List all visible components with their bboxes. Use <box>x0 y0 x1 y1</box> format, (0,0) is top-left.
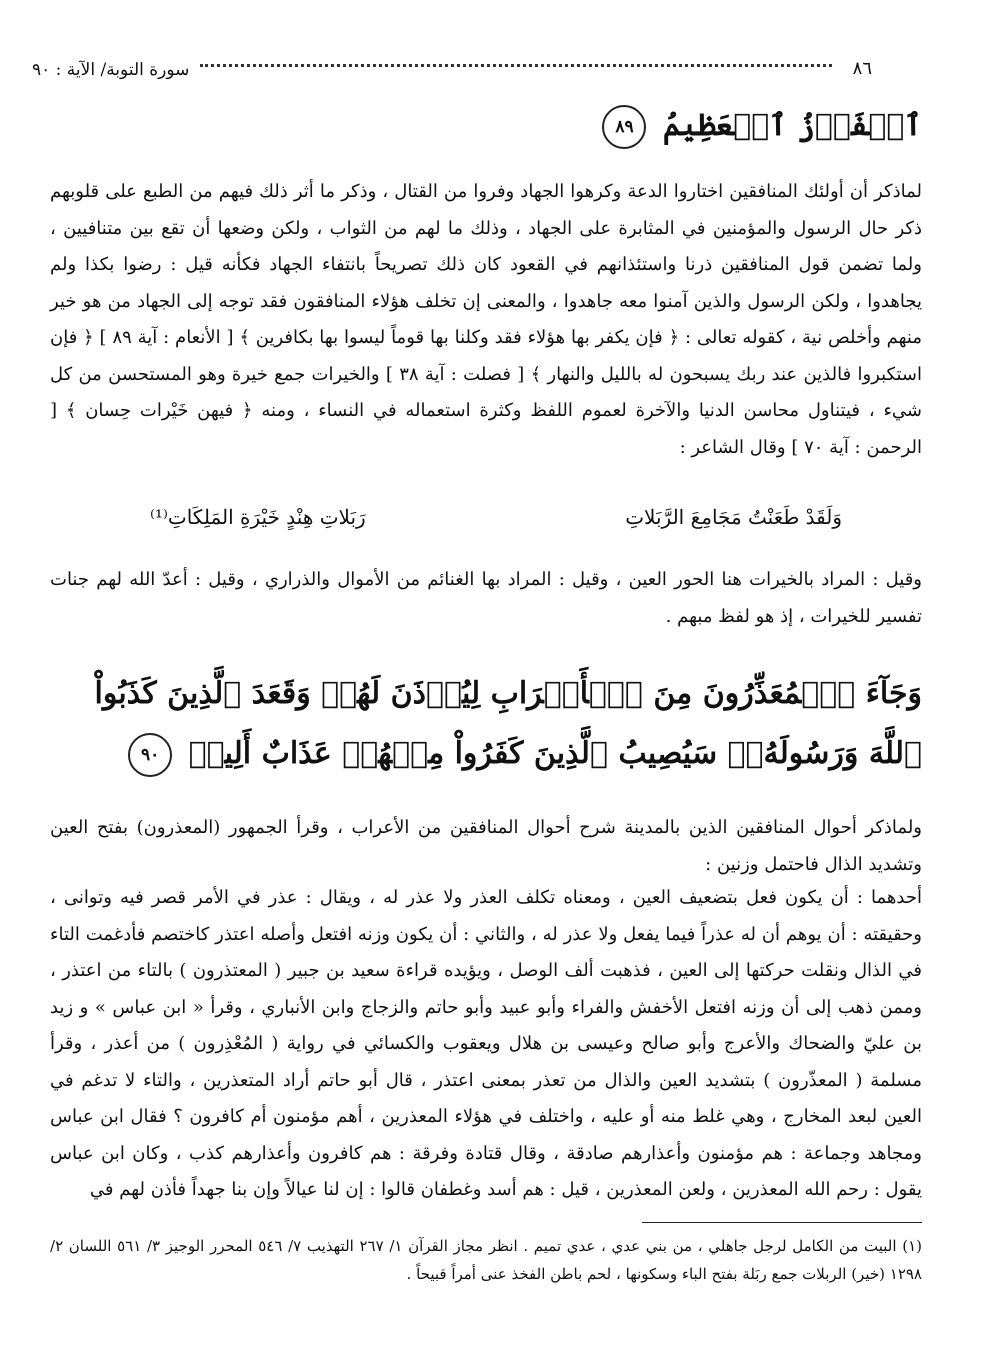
footnote-1: (١) البيت من الكامل لرجل جاهلي ، من بني عدي ، عدي تميم . انظر مجاز القرآن ١/ ٢٦٧ التهذيب ٧/ ٥٤٦ المحرر الوجيز ٣/ ٥٦١ اللسان ٢/ ١٢٩٨ (خير) الربلات جمع ربَلة بفتح الباء وسكونها ، لحم باطن الفخذ عنى أمراً قبيحاً . <box>50 1237 922 1283</box>
verse-89 <box>50 96 922 156</box>
verse-89-text: ٱلۡفَوۡزُ ٱلۡعَظِيمُ <box>662 108 922 143</box>
running-title: سورة التوبة/ الآية : ٩٠ <box>32 60 190 80</box>
verse-90-text: وَجَآءَ ٱلۡمُعَذِّرُونَ مِنَ ٱلۡأَعۡرَابِ لِيُؤۡذَنَ لَهُمۡ وَقَعَدَ ٱلَّذِينَ كَذَبُواْ ٱللَّهَ وَرَسُولَهُۥۚ سَيُصِيبُ ٱلَّذِينَ كَفَرُواْ مِنۡهُمۡ عَذَابٌ أَلِيمٞ <box>94 676 922 771</box>
footnote-divider <box>642 1222 922 1223</box>
commentary-paragraph-1: لماذكر أن أولئك المنافقين اختاروا الدعة وكرهوا الجهاد وفروا من القتال ، وذكر ما أثر ذلك فيهم من الطبع على قلوبهم ذكر حال الرسول والمؤمنين في المثابرة على الجهاد ، وذلك ما لهم من الثواب ، ولكن وضعها أن تقع بين متنافيين ، ولما تضمن قول المنافقين ذرنا واستئذانهم في القعود كان ذلك تصريحاً بانتفاء الجهاد فكأنه قيل : رضوا بكذا ولم يجاهدوا ، ولكن الرسول والذين آمنوا معه جاهدوا ، والمعنى إن تخلف هؤلاء المنافقون فقد توجه إلى الجهاد من هو خير منهم وأخلص نية ، كقوله تعالى : ﴿ فإن يكفر بها هؤلاء فقد وكلنا بها قوماً ليسوا بها بكافرين ﴾ [ الأنعام : آية ٨٩ ] ﴿ فإن استكبروا فالذين عند ربك يسبحون له بالليل والنهار ﴾ [ فصلت : آية ٣٨ ] والخيرات جمع خيرة وهو المستحسن من كل شيء ، فيتناول محاسن الدنيا والآخرة لعموم اللفظ وكثرة استعماله في النساء ، ومنه ﴿ فيهن خَيْرات حِسان ﴾ [ الرحمن : آية ٧٠ ] وقال الشاعر : <box>50 181 923 458</box>
footnotes <box>50 1232 922 1288</box>
poem-verse <box>150 505 842 529</box>
header-dotted-rule <box>200 64 832 67</box>
ayah-number-marker: ٨٩ <box>602 105 646 149</box>
verse-90 <box>50 664 922 784</box>
ayah-number-marker: ٩٠ <box>128 733 172 777</box>
page-number: ٨٦ <box>852 58 872 79</box>
poem-hemistich-2: رَبَلاتِ هِنْدٍ خَيْرَةِ المَلِكَاتِ⁽¹⁾ <box>150 505 366 529</box>
commentary-paragraph-2: وقيل : المراد بالخيرات هنا الحور العين ، وقيل : المراد بها الغنائم من الأموال والذراري ، وقيل : أعدّ الله لهم جنات تفسير للخيرات ، إذ هو لفظ مبهم . <box>50 569 922 627</box>
poem-hemistich-1: وَلَقَدْ طَعَنْتُ مَجَامِعَ الرَّبَلاتِ <box>625 505 842 529</box>
commentary-paragraph-4: أحدهما : أن يكون فعل بتضعيف العين ، ومعناه تكلف العذر ولا عذر له ، ويقال : عذر في الأمر قصر فيه وتوانى ، وحقيقته : أن يوهم أن له عذراً فيما يفعل ولا عذر له ، والثاني : أن يكون وزنه افتعل وأصله اعتذر كاختصم فأدغمت التاء في الذال ونقلت حركتها إلى العين ، فذهبت ألف الوصل ، ويؤيده قراءة سعيد بن جبير ( المعتذرون ) بالتاء من اعتذر ، وممن ذهب إلى أن وزنه افتعل الأخفش والفراء وأبو عبيد وأبو حاتم والزجاج وابن الأنباري ، وقرأ « ابن عباس » و زيد بن عليّ والضحاك والأعرج وأبو صالح وعيسى بن هلال ويعقوب والكسائي في رواية ( المُعْذِرون ) من أعذر ، وقرأ مسلمة ( المعذّرون ) بتشديد العين والذال من تعذر بمعنى اعتذر ، قال أبو حاتم أراد المتعذرين ، والتاء لا تدغم في العين لبعد المخارج ، وهي غلط منه أو عليه ، واختلف في هؤلاء المعذرين ، أهم مؤمنون أم كافرون ؟ فقال ابن عباس ومجاهد وجماعة : هم مؤمنون وأعذارهم صادقة ، وقال قتادة وفرقة : هم كافرون وأعذارهم كذب ، وكان ابن عباس يقول : رحم الله المعذرين ، ولعن المعذرين ، قيل : هم أسد وغطفان قالوا : إن لنا عيالاً وإن بنا جهداً فأذن لهم في <box>50 887 922 1200</box>
commentary-paragraph-3: ولماذكر أحوال المنافقين الذين بالمدينة شرح أحوال المنافقين من الأعراب ، وقرأ الجمهور (المعذرون) بفتح العين وتشديد الذال فاحتمل وزنين : <box>50 817 922 875</box>
